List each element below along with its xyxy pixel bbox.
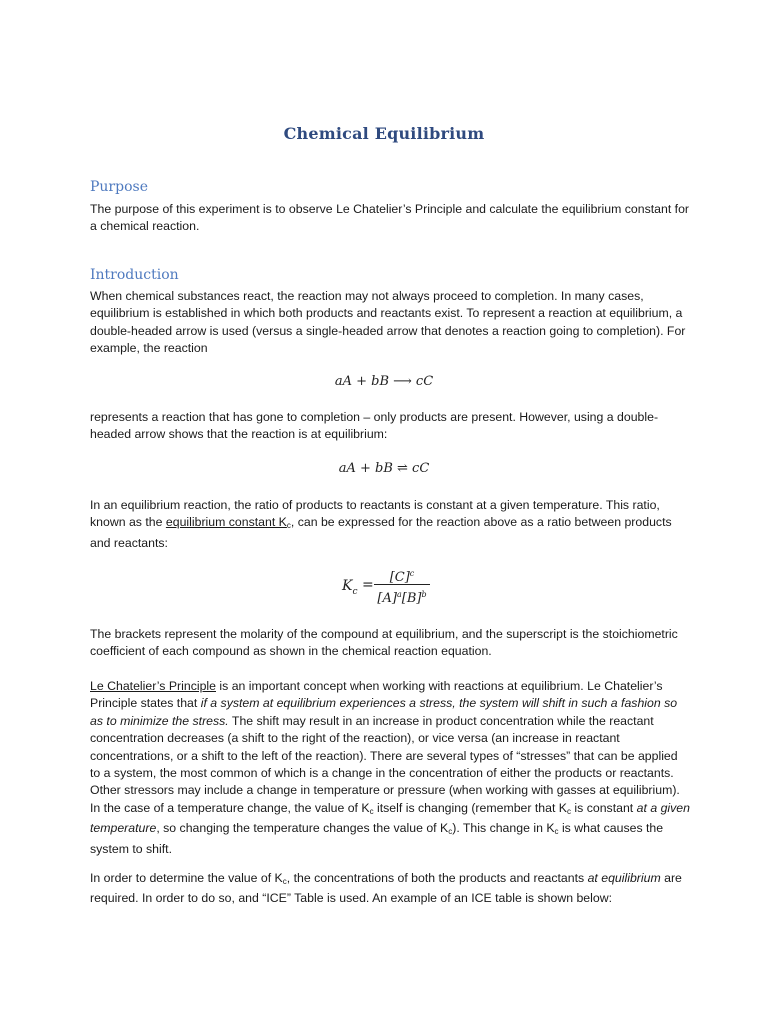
kc-lhs — [342, 578, 358, 597]
p3-text-a: In an equilibrium reaction, the ratio of products to reactants is constant at a given temperature. This ratio, known as the — [90, 498, 660, 530]
p6-sub-1: c — [282, 877, 287, 886]
kc-den-b: [B] — [401, 591, 422, 606]
purpose-heading: Purpose — [90, 179, 148, 195]
p3-term-text: equilibrium constant K — [165, 515, 287, 530]
p6-text-3: are required. In order to do so, and “ICE” Table is used. An example of an ICE table is shown below: — [90, 871, 682, 906]
le-chatelier-paragraph — [90, 678, 690, 858]
intro-paragraph-4: The brackets represent the molarity of the compound at equilibrium, and the superscript is the stoichiometric coefficient of each compound as shown in the chemical reaction equation. — [90, 627, 678, 659]
p5-sub-3: c — [448, 827, 453, 837]
intro-paragraph-1: When chemical substances react, the reaction may not always proceed to completion. In many cases, equilibrium is established in which both products and reactants exist. To represent a reaction at equilibrium, a double-headed arrow is used (versus a single-headed arrow that denotes a reaction going to completion). For example, the reaction — [90, 289, 686, 356]
p5-text-5: , so changing the temperature changes the value of K — [156, 821, 449, 836]
p5-sub-4: c — [554, 827, 559, 837]
kc-den-b-exp: b — [421, 590, 427, 599]
p5-text-2: The shift may result in an increase in product concentration while the reactant concentration decreases (a shift to the right of the reaction), or vice versa (an increase in reactant concentrations, or a shift to the left of the reaction). There are several types of “stresses” that can be applied to a system, the most common of which is a change in the concentration of either the products or reactants. Other stressors may include a change in temperature or pressure (when working with gasses at equilibrium). In the case of a temperature change, the value of K — [90, 713, 680, 815]
p5-text-6: ). This change in K — [452, 821, 555, 836]
p6-text-1: In order to determine the value of K — [90, 871, 283, 885]
kc-den-a: [A] — [377, 591, 397, 606]
kc-lhs-sub: c — [352, 586, 358, 597]
reaction-equation-equilibrium: aA + bB ⇌ cC — [338, 461, 430, 476]
p3-text-b: , can be expressed for the reaction above as a ratio between products and reactants: — [90, 515, 672, 550]
page-title: Chemical Equilibrium — [283, 124, 485, 143]
kc-denominator — [372, 585, 432, 605]
p5-sub-1: c — [369, 806, 374, 816]
p6-text-2: , the concentrations of both the products and reactants — [286, 871, 588, 885]
kc-den-a-exp: a — [396, 590, 402, 599]
kc-numerator — [372, 564, 432, 584]
p5-italic-2: at a given temperature — [90, 800, 690, 836]
p5-text-3: itself is changing (remember that K — [373, 800, 568, 815]
p5-text-7: is what causes the system to shift. — [90, 821, 664, 856]
p5-italic-1: if a system at equilibrium experiences a stress, the system will shift in such a fashion so as to minimize the stress. — [90, 696, 678, 728]
purpose-paragraph: The purpose of this experiment is to observe Le Chatelier’s Principle and calculate the equilibrium constant for a chemical reaction. — [90, 202, 689, 234]
kc-numerator-term: [C] — [389, 570, 410, 585]
p3-term-sub: c — [286, 521, 291, 531]
kc-fraction — [372, 564, 432, 605]
p5-sub-2: c — [567, 806, 572, 816]
p5-text-1: is an important concept when working with reactions at equilibrium. Le Chatelier’s Principle states that — [90, 679, 663, 711]
introduction-heading: Introduction — [90, 267, 179, 283]
reaction-equation-completion: aA + bB ⟶ cC — [334, 374, 434, 389]
kc-equals: = — [362, 577, 374, 593]
equilibrium-constant-term — [166, 515, 291, 529]
le-chatelier-term: Le Chatelier’s Principle — [90, 679, 216, 693]
intro-paragraph-2: represents a reaction that has gone to completion – only products are present. However, using a double-headed arrow shows that the reaction is at equilibrium: — [90, 410, 659, 442]
kc-lhs-symbol: K — [342, 578, 353, 594]
kc-expression — [340, 564, 460, 612]
intro-paragraph-3 — [90, 497, 690, 552]
p5-text-4: is constant — [571, 800, 637, 815]
kc-numerator-exp: c — [409, 569, 415, 578]
ice-table-paragraph — [90, 870, 690, 908]
p6-italic-1: at equilibrium — [587, 871, 661, 885]
